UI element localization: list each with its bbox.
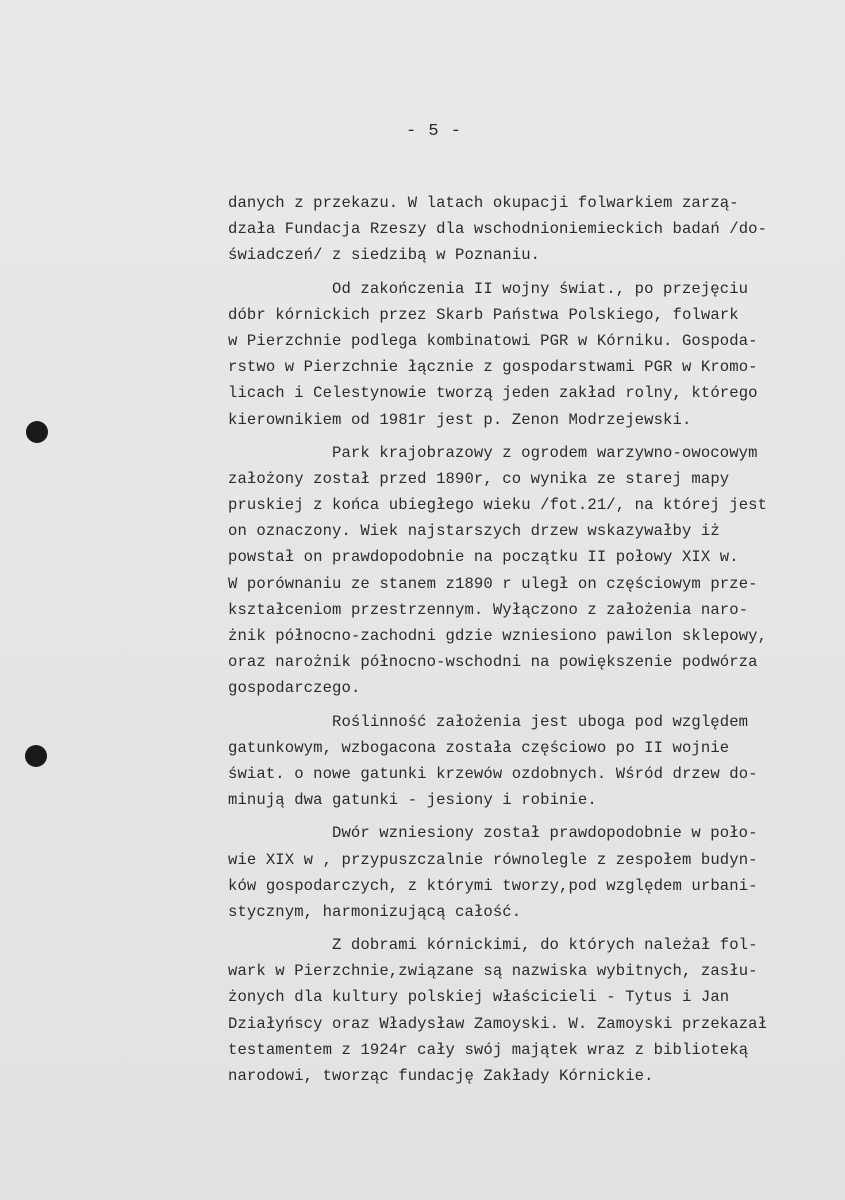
text-line: gatunkowym, wzbogacona została częściowo po II wojnie <box>228 738 730 757</box>
text-line: świat. o nowe gatunki krzewów ozdobnych. Wśród drzew do- <box>228 764 758 783</box>
text-line: założony został przed 1890r, co wynika ze starej mapy <box>228 469 730 488</box>
text-line: Od zakończenia II wojny świat., po przejęciu <box>332 279 749 298</box>
punch-hole <box>26 421 48 443</box>
text-line: minują dwa gatunki - jesiony i robinie. <box>228 791 597 810</box>
text-line: Z dobrami kórnickimi, do których należał fol- <box>332 936 758 955</box>
paragraph <box>228 820 828 925</box>
text-line: ków gospodarczych, z którymi tworzy,pod względem urbani- <box>228 876 758 895</box>
text-line: wie XIX w , przypuszczalnie równolegle z zespołem budyn- <box>228 850 758 869</box>
text-line: dóbr kórnickich przez Skarb Państwa Polskiego, folwark <box>228 305 739 324</box>
page-number: - 5 - <box>406 122 463 141</box>
text-line: testamentem z 1924r cały swój majątek wraz z biblioteką <box>228 1040 749 1059</box>
text-line: powstał on prawdopodobnie na początku II połowy XIX w. <box>228 548 739 567</box>
text-line: Działyńscy oraz Władysław Zamoyski. W. Zamoyski przekazał <box>228 1014 768 1033</box>
paragraph <box>228 276 828 433</box>
text-line: żonych dla kultury polskiej właścicieli - Tytus i Jan <box>228 988 730 1007</box>
text-line: rstwo w Pierzchnie łącznie z gospodarstwami PGR w Kromo- <box>228 358 758 377</box>
paragraph <box>228 932 828 1089</box>
text-line: danych z przekazu. W latach okupacji folwarkiem zarzą- <box>228 194 739 212</box>
paragraph <box>228 190 828 269</box>
text-line: żnik północno-zachodni gdzie wzniesiono pawilon sklepowy, <box>228 627 768 645</box>
text-line: oraz narożnik północno-wschodni na powiększenie podwórza <box>228 653 758 672</box>
paragraph <box>228 440 828 702</box>
text-line: kształceniom przestrzennym. Wyłączono z założenia naro- <box>228 600 749 619</box>
text-line: pruskiej z końca ubiegłego wieku /fot.21/, na której jest <box>228 496 768 515</box>
text-line: dzała Fundacja Rzeszy dla wschodnioniemieckich badań /do- <box>228 220 768 239</box>
text-line: w Pierzchnie podlega kombinatowi PGR w Kórniku. Gospoda- <box>228 331 758 350</box>
punch-hole <box>25 745 47 767</box>
text-line: W porównaniu ze stanem z1890 r uległ on częściowym prze- <box>228 574 758 593</box>
text-line: Park krajobrazowy z ogrodem warzywno-owocowym <box>332 443 758 462</box>
body-text <box>228 190 828 1089</box>
text-line: gospodarczego. <box>228 679 361 698</box>
text-line: świadczeń/ z siedzibą w Poznaniu. <box>228 246 541 265</box>
text-line: on oznaczony. Wiek najstarszych drzew wskazywałby iż <box>228 522 720 541</box>
text-line: wark w Pierzchnie,związane są nazwiska wybitnych, zasłu- <box>228 962 758 981</box>
text-line: Roślinność założenia jest uboga pod względem <box>332 712 749 731</box>
text-line: kierownikiem od 1981r jest p. Zenon Modrzejewski. <box>228 410 692 429</box>
text-line: stycznym, harmonizującą całość. <box>228 902 522 921</box>
paragraph <box>228 709 828 814</box>
text-line: Dwór wzniesiony został prawdopodobnie w poło- <box>332 824 758 843</box>
text-line: narodowi, tworząc fundację Zakłady Kórnickie. <box>228 1067 654 1085</box>
text-line: licach i Celestynowie tworzą jeden zakład rolny, którego <box>228 384 758 403</box>
